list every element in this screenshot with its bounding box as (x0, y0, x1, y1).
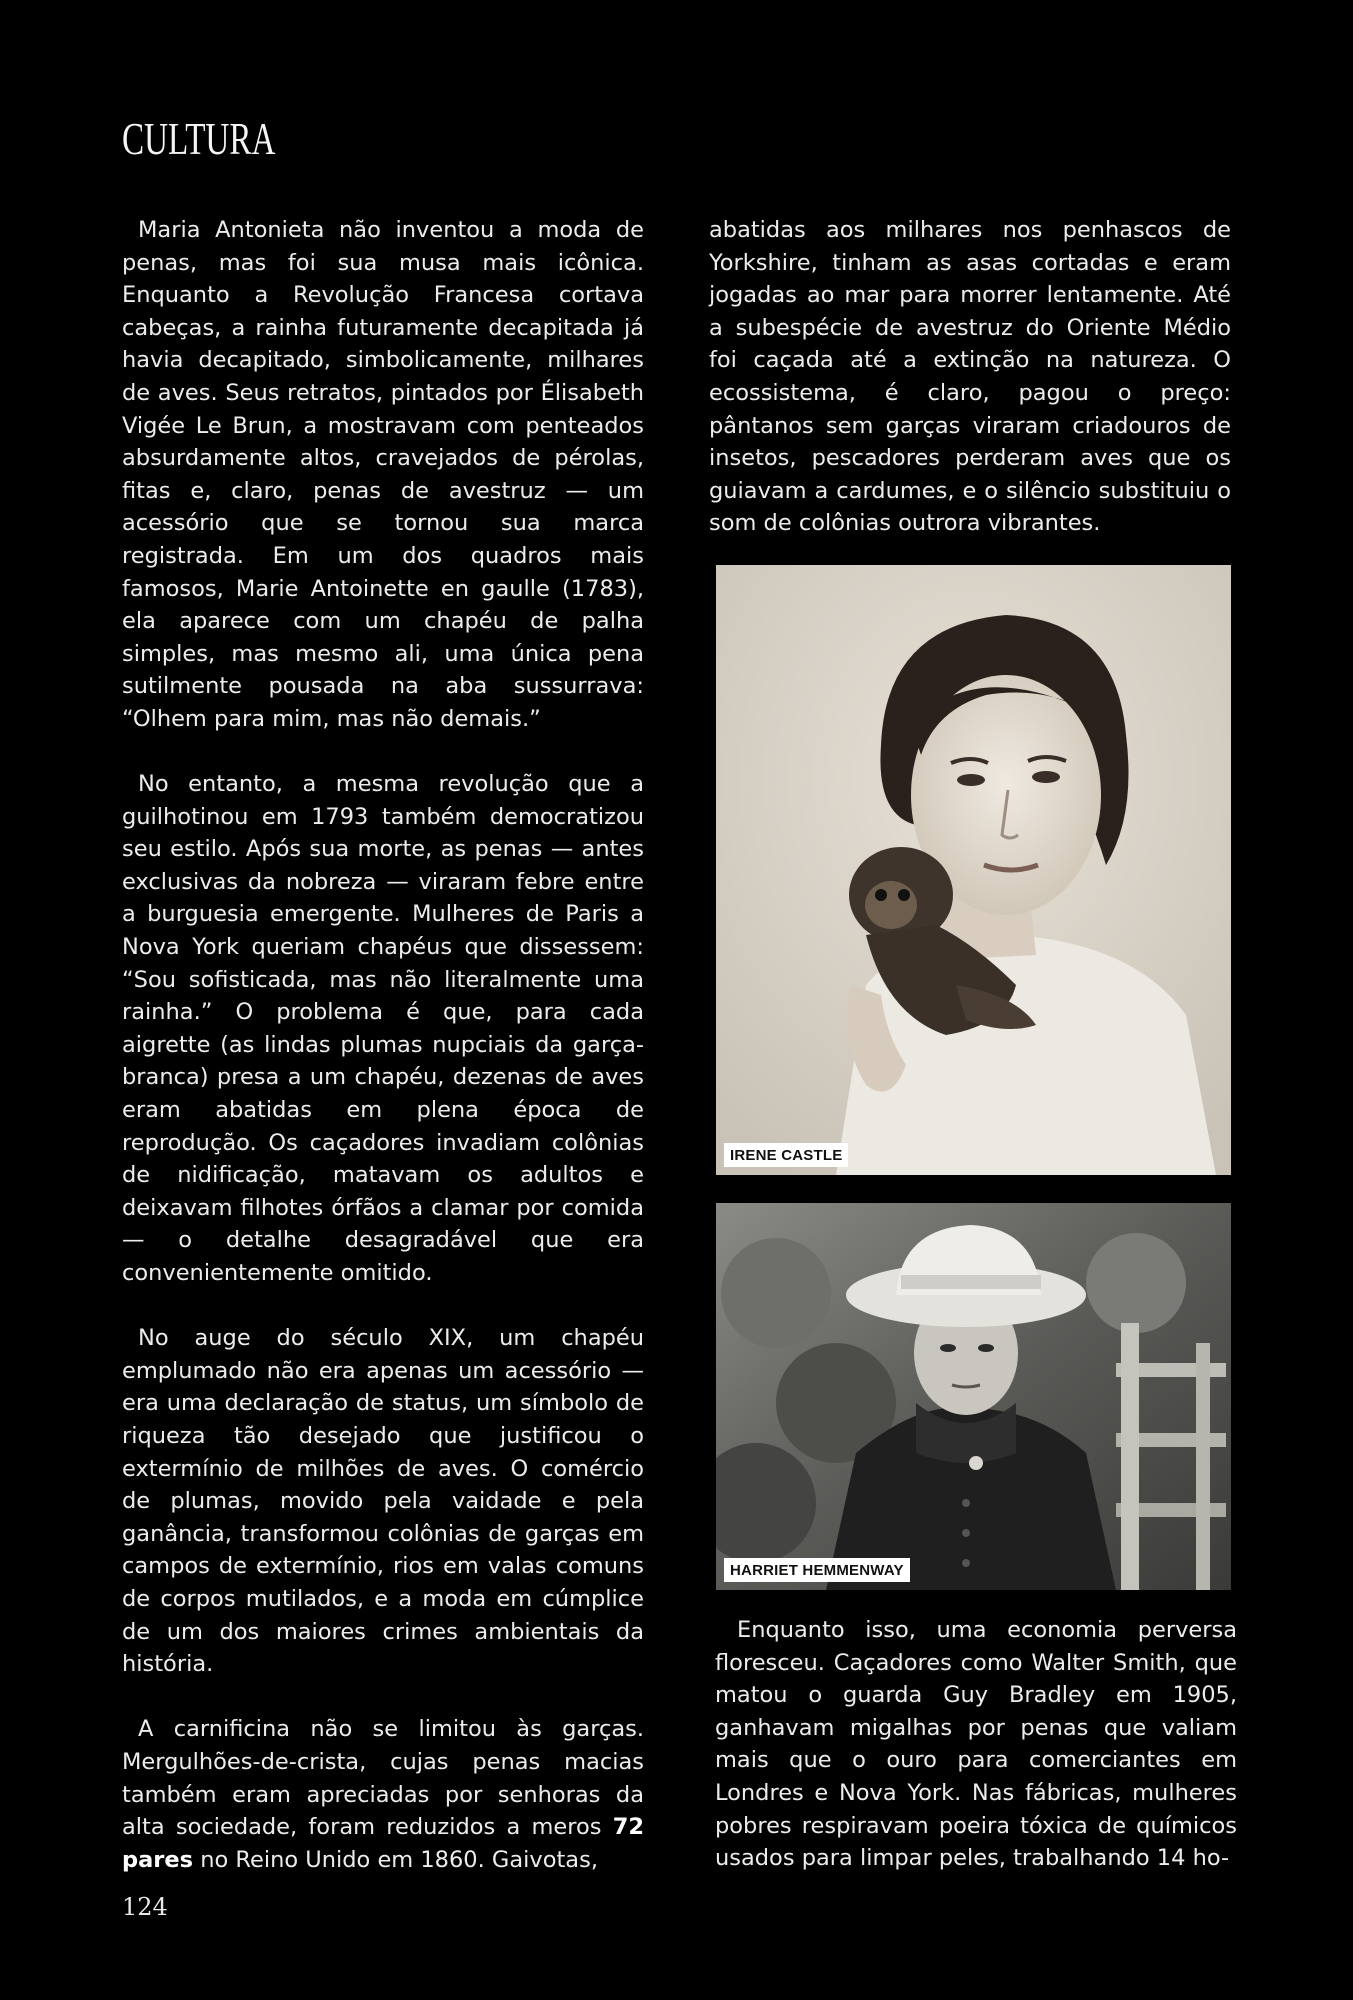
paragraph: Enquanto isso, uma economia perversa floresceu. Caçadores como Walter Smith, que matou o guarda Guy Bradley em 1905, ganhavam migalhas por penas que valiam mais que o ouro para comerciantes em Londres e Nova York. Nas fábricas, mulheres pobres respiravam poeira tóxica de químicos usados para limpar peles, trabalhando 14 ho- (715, 1617, 1237, 1872)
section-title: CULTURA (122, 113, 276, 164)
highlight-number: 72 pares (122, 1814, 644, 1873)
paragraph: abatidas aos milhares nos penhascos de Yorkshire, tinham as asas cortadas e eram jogadas ao mar para morrer lentamente. Até a subespécie de avestruz do Oriente Médio foi caçada até a extinção na natureza. O ecossistema, é claro, pagou o preço: pântanos sem garças viraram criadouros de insetos, pescadores perderam aves que os guiavam a cardumes, e o silêncio substituiu o som de colônias outrora vibrantes. (709, 217, 1231, 537)
paragraph: No auge do século XIX, um chapéu emplumado não era apenas um acessório — era uma declaração de status, um símbolo de riqueza tão desejado que justificou o extermínio de milhões de aves. O comércio de plumas, movido pela vaidade e pela ganância, transformou colônias de garças em campos de extermínio, rios em valas comuns de corpos mutilados, e a moda em cúmplice de um dos maiores crimes ambientais da história. (122, 1325, 644, 1678)
portrait-image (716, 565, 1231, 1175)
paragraph: No entanto, a mesma revolução que a guilhotinou em 1793 também democratizou seu estilo. Após sua morte, as penas — antes exclusivas da nobreza — viraram febre entre a burguesia emergente. Mulheres de Paris a Nova York queriam chapéus que dissessem: “Sou sofisticada, mas não literalmente uma rainha.” O problema é que, para cada aigrette (as lindas plumas nupciais da garça-branca) presa a um chapéu, dezenas de aves eram abatidas em plena época de reprodução. Os caçadores invadiam colônias de nidificação, matavam os adultos e deixavam filhotes órfãos a clamar por comida — o detalhe desagradável que era convenientemente omitido. (122, 771, 644, 1286)
photo-caption: HARRIET HEMMENWAY (724, 1558, 910, 1582)
right-column-top (709, 214, 1231, 540)
photo-caption: IRENE CASTLE (724, 1143, 848, 1167)
photo-harriet-hemmenway (716, 1203, 1231, 1590)
portrait-image (716, 1203, 1231, 1590)
left-column (122, 214, 644, 1909)
photo-irene-castle (716, 565, 1231, 1175)
right-column-bottom (715, 1614, 1237, 1875)
page-number: 124 (122, 1893, 168, 1921)
paragraph (122, 1713, 644, 1876)
paragraph-text: A carnificina não se limitou às garças. Mergulhões-de-crista, cujas penas macias também eram apreciadas por senhoras da alta sociedade, foram reduzidos a meros (122, 1716, 644, 1841)
paragraph: Maria Antonieta não inventou a moda de penas, mas foi sua musa mais icônica. Enquanto a Revolução Francesa cortava cabeças, a rainha futuramente decapitada já havia decapitado, simbolicamente, milhares de aves. Seus retratos, pintados por Élisabeth Vigée Le Brun, a mostravam com penteados absurdamente altos, cravejados de pérolas, fitas e, claro, penas de avestruz — um acessório que se tornou sua marca registrada. Em um dos quadros mais famosos, Marie Antoinette en gaulle (1783), ela aparece com um chapéu de palha simples, mas mesmo ali, uma única pena sutilmente pousada na aba sussurrava: “Olhem para mim, mas não demais.” (122, 217, 644, 732)
paragraph-text: no Reino Unido em 1860. Gaivotas, (193, 1846, 598, 1873)
